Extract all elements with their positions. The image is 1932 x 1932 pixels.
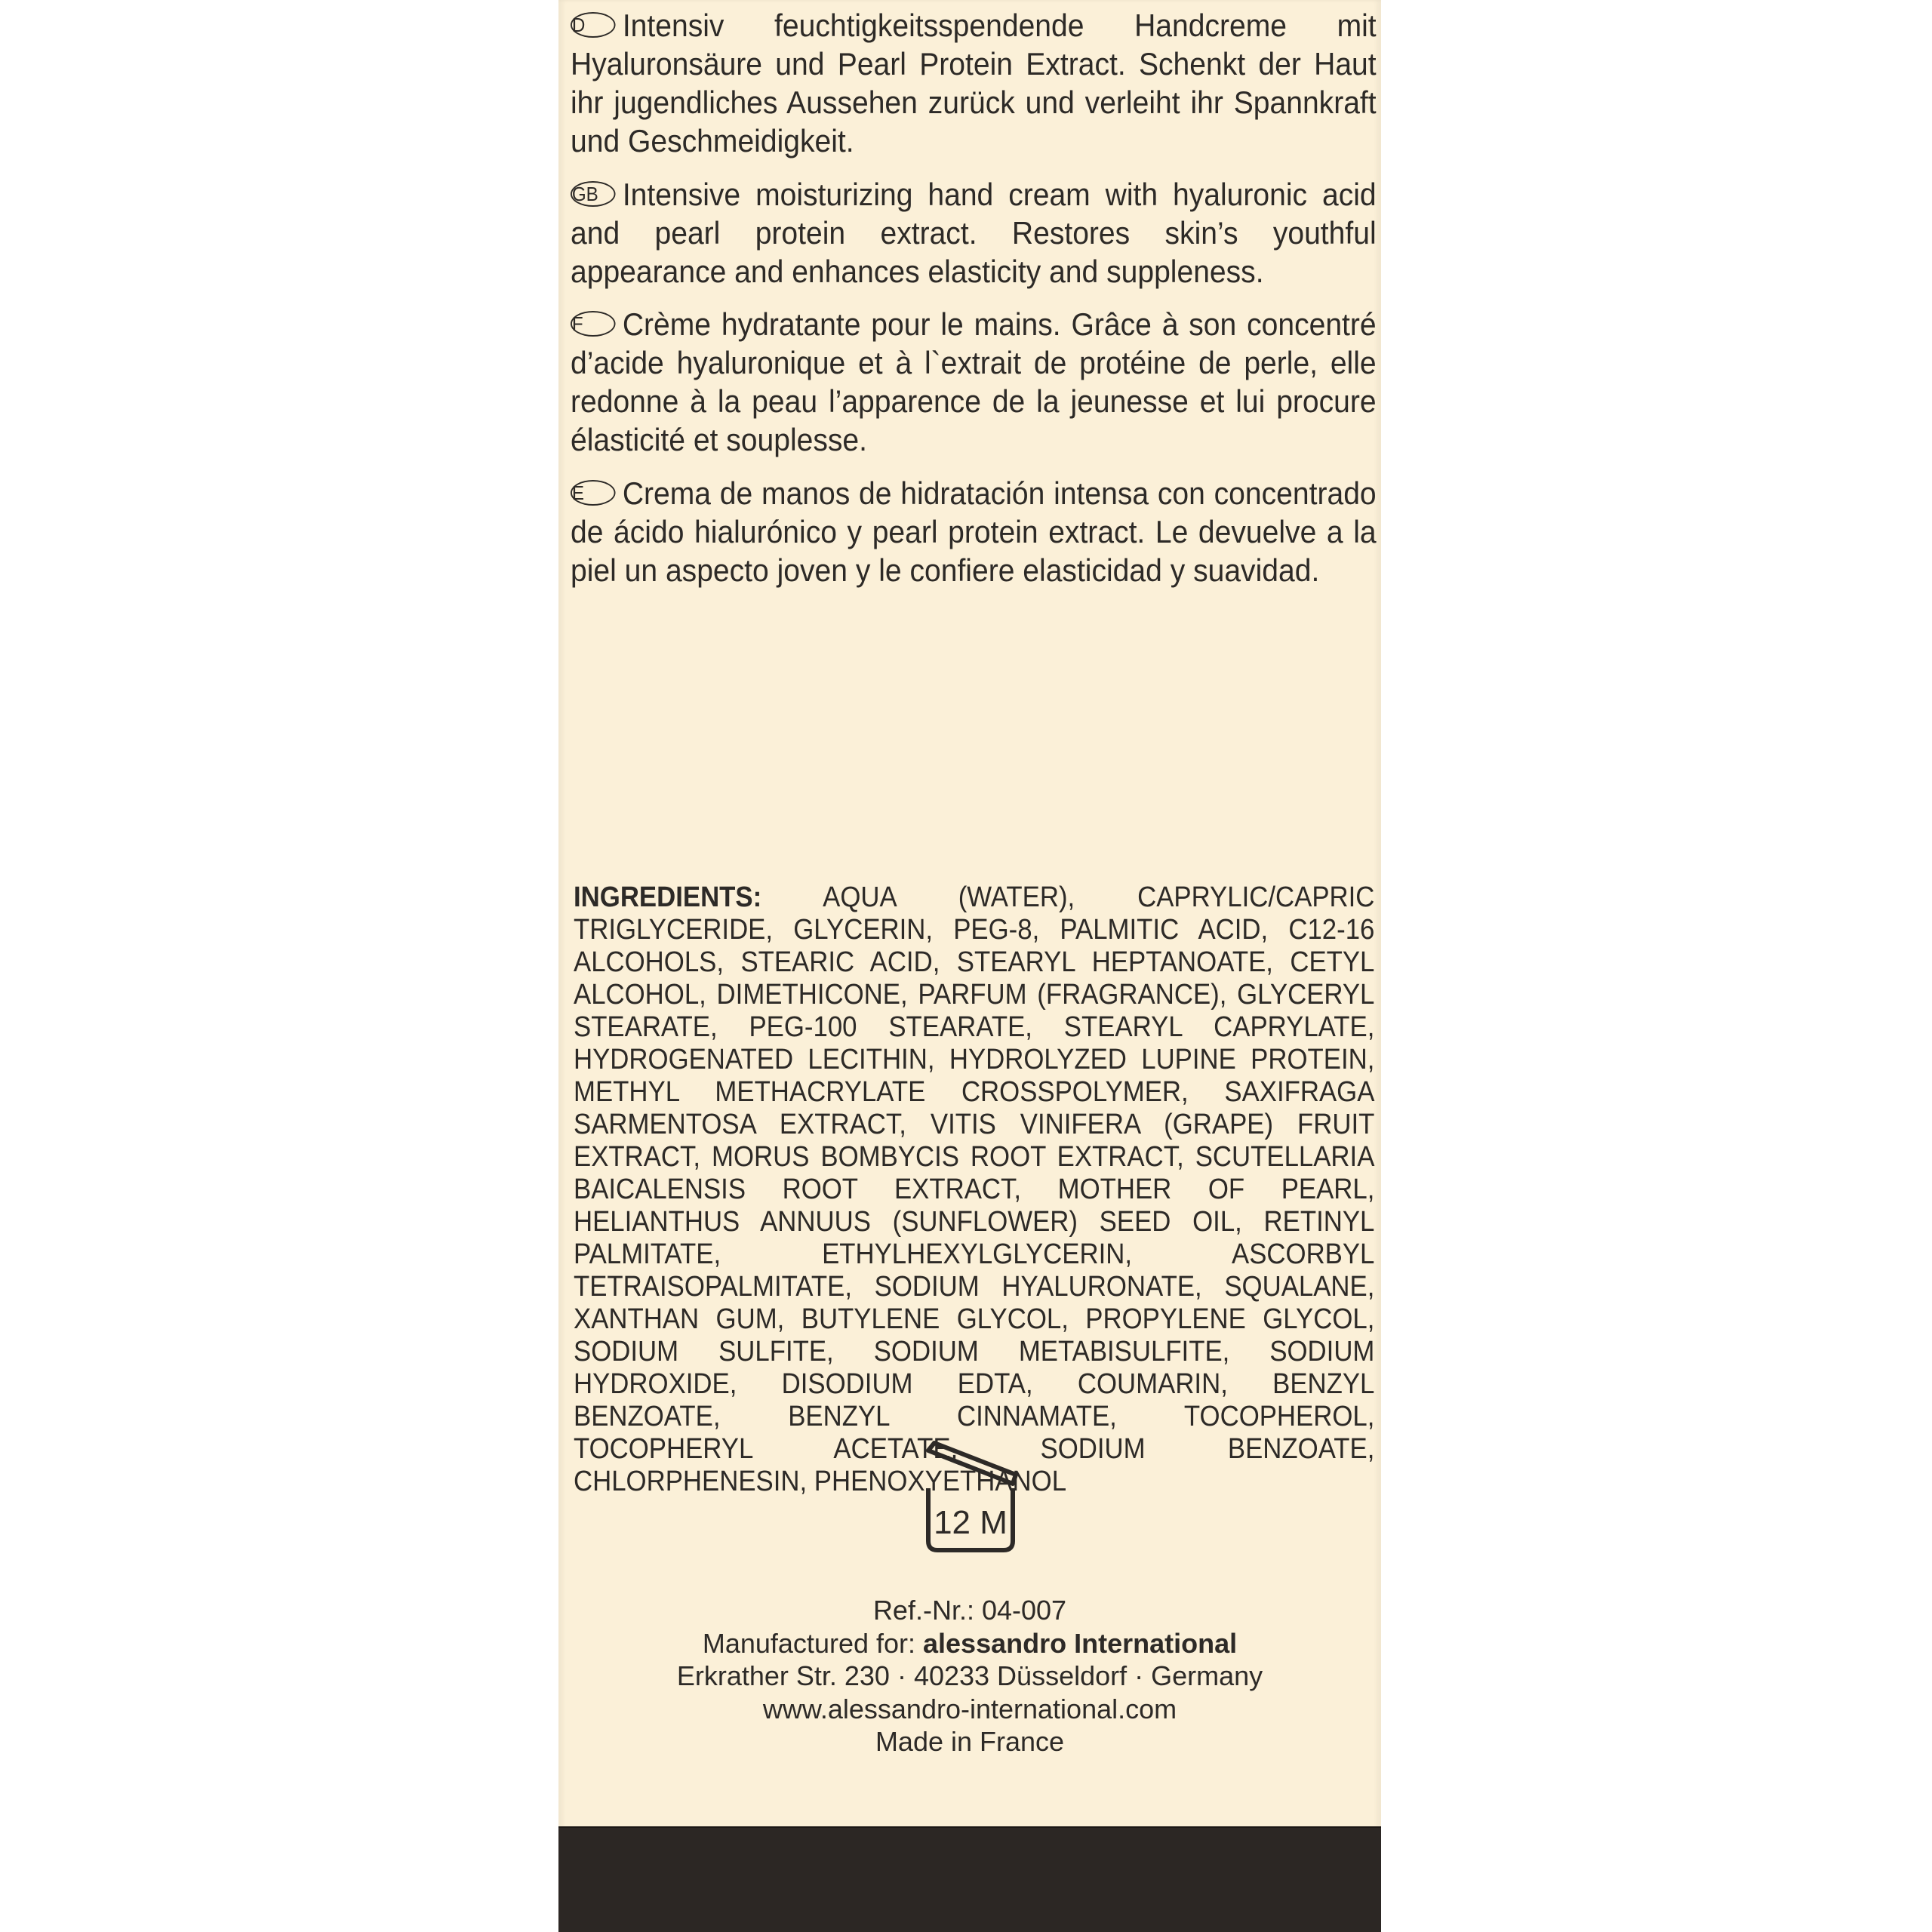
period-after-opening-symbol: [921, 1440, 1026, 1553]
country-of-origin: Made in France: [875, 1726, 1065, 1757]
open-jar-icon: [921, 1440, 1026, 1553]
pao-label: 12 M: [934, 1504, 1008, 1541]
description-german-text: Intensiv feuchtigkeitsspendende Handcreme mit Hyaluronsäure und Pearl Protein Extract. Schenkt der Haut ihr jugendliches Aussehen zurück und verleiht ihr Spannkraft und Geschmeidigkeit.: [571, 8, 1377, 158]
description-english-text: Intensive moisturizing hand cream with hyaluronic acid and pearl protein extract. Restores skin’s youthful appearance and enhances elasticity and suppleness.: [571, 177, 1377, 289]
language-badge-e: E: [571, 480, 616, 506]
description-french-text: Crème hydratante pour le mains. Grâce à son concentré d’acide hyaluronique et à l`extrait de protéine de perle, elle redonne à la peau l’apparence de la jeunesse et lui procure élasticité et souplesse.: [571, 306, 1377, 457]
language-badge-de: D: [571, 12, 616, 38]
address: Erkrather Str. 230 · 40233 Düsseldorf · Germany: [676, 1660, 1263, 1691]
description-french: [571, 305, 1377, 459]
website: www.alessandro-international.com: [762, 1693, 1177, 1724]
ingredients-text: AQUA (WATER), CAPRYLIC/CAPRIC TRIGLYCERIDE, GLYCERIN, PEG-8, PALMITIC ACID, C12-16 ALCOHOLS, STEARIC ACID, STEARYL HEPTANOATE, CETYL ALCOHOL, DIMETHICONE, PARFUM (FRAGRANCE), GLYCERYL STEARATE, PEG-100 STEARATE, STEARYL CAPRYLATE, HYDROGENATED LECITHIN, HYDROLYZED LUPINE PROTEIN, METHYL METHACRYLATE CROSSPOLYMER, SAXIFRAGA SARMENTOSA EXTRACT, VITIS VINIFERA (GRAPE) FRUIT EXTRACT, MORUS BOMBYCIS ROOT EXTRACT, SCUTELLARIA BAICALENSIS ROOT EXTRACT, MOTHER OF PEARL, HELIANTHUS ANNUUS (SUNFLOWER) SEED OIL, RETINYL PALMITATE, ETHYLHEXYLGLYCERIN, ASCORBYL TETRAISOPALMITATE, SODIUM HYALURONATE, SQUALANE, XANTHAN GUM, BUTYLENE GLYCOL, PROPYLENE GLYCOL, SODIUM SULFITE, SODIUM METABISULFITE, SODIUM HYDROXIDE, DISODIUM EDTA, COUMARIN, BENZYL BENZOATE, BENZYL CINNAMATE, TOCOPHEROL, TOCOPHERYL ACETATE, SODIUM BENZOATE, CHLORPHENESIN, PHENOXYETHANOL: [574, 881, 1375, 1497]
company-name: alessandro International: [923, 1627, 1238, 1659]
product-carton-panel: [558, 0, 1381, 1932]
language-badge-gb: GB: [571, 181, 616, 207]
ingredients-list: [574, 881, 1374, 1498]
language-badge-f: F: [571, 311, 616, 337]
description-german: [571, 6, 1377, 160]
description-spanish: [571, 474, 1377, 589]
manufactured-prefix: Manufactured for:: [702, 1627, 924, 1659]
manufacturer-info: [558, 1594, 1381, 1758]
manufactured-for-line: [558, 1627, 1381, 1660]
carton-bottom-band: [558, 1826, 1381, 1932]
reference-number: Ref.-Nr.: 04-007: [872, 1595, 1067, 1626]
description-spanish-text: Crema de manos de hidratación intensa con concentrado de ácido hialurónico y pearl protein extract. Le devuelve a la piel un aspecto joven y le confiere elasticidad y suavidad.: [571, 475, 1377, 588]
description-english: [571, 175, 1377, 291]
ingredients-label: INGREDIENTS:: [574, 881, 762, 913]
